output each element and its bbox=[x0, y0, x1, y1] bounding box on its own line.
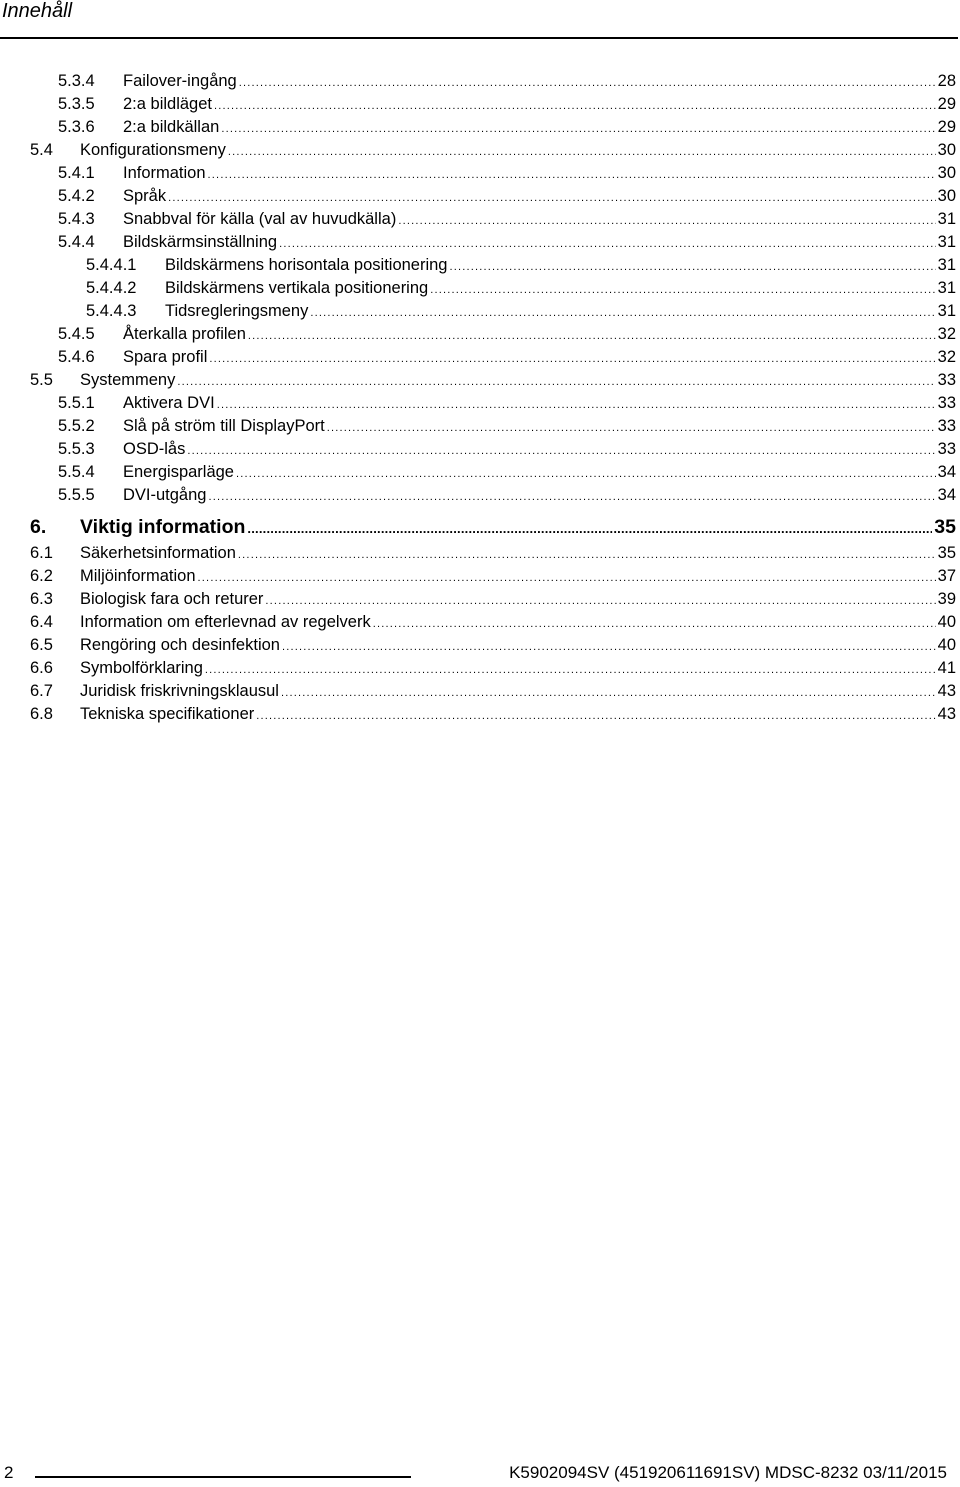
toc-entry-title: 2:a bildkällan bbox=[123, 118, 220, 136]
toc-dot-leader bbox=[398, 210, 935, 232]
toc-entry-page: 30 bbox=[937, 141, 956, 159]
toc-entry-number: 5.4.3 bbox=[58, 210, 95, 228]
toc-entry-title: Information bbox=[123, 164, 206, 182]
toc-entry-number: 5.5 bbox=[30, 371, 53, 389]
toc-entry-title: Symbolförklaring bbox=[80, 659, 203, 677]
toc-entry-number: 5.5.3 bbox=[58, 440, 95, 458]
toc-entry-title: Rengöring och desinfektion bbox=[80, 636, 280, 654]
footer-document-id: K5902094SV (451920611691SV) MDSC-8232 03/11/2015 bbox=[509, 1463, 947, 1482]
toc-entry-title: Språk bbox=[123, 187, 167, 205]
toc-entry[interactable] bbox=[86, 254, 956, 276]
toc-entry[interactable] bbox=[30, 565, 956, 587]
toc-entry[interactable] bbox=[30, 588, 956, 610]
toc-entry-page: 31 bbox=[937, 302, 956, 320]
toc-entry-number: 5.4.5 bbox=[58, 325, 95, 343]
toc-chapter-entry[interactable] bbox=[30, 514, 956, 540]
toc-entry[interactable] bbox=[30, 634, 956, 656]
toc-entry-number: 5.3.4 bbox=[58, 72, 95, 90]
toc-entry-number: 6.4 bbox=[30, 613, 53, 631]
toc-dot-leader bbox=[168, 187, 936, 209]
toc-entry-title: Information om efterlevnad av regelverk bbox=[80, 613, 371, 631]
toc-entry-page: 31 bbox=[937, 256, 956, 274]
header-divider bbox=[0, 37, 958, 39]
toc-entry-number: 5.5.5 bbox=[58, 486, 95, 504]
toc-entry-page: 33 bbox=[937, 394, 956, 412]
toc-entry-page: 32 bbox=[937, 348, 956, 366]
toc-dot-leader bbox=[281, 682, 936, 704]
toc-entry-number: 5.4.4.3 bbox=[86, 302, 137, 320]
toc-dot-leader bbox=[198, 567, 936, 589]
toc-entry[interactable] bbox=[58, 461, 956, 483]
toc-entry-page: 37 bbox=[937, 567, 956, 585]
toc-entry[interactable] bbox=[58, 162, 956, 184]
toc-entry-title: Juridisk friskrivningsklausul bbox=[80, 682, 279, 700]
toc-entry-page: 43 bbox=[937, 705, 956, 723]
toc-dot-leader bbox=[248, 325, 936, 347]
toc-entry-number: 5.4.4.2 bbox=[86, 279, 137, 297]
toc-entry-page: 30 bbox=[937, 187, 956, 205]
toc-entry-title: Tekniska specifikationer bbox=[80, 705, 255, 723]
toc-dot-leader bbox=[265, 590, 935, 612]
toc-dot-leader bbox=[177, 371, 935, 393]
toc-entry-number: 5.4.1 bbox=[58, 164, 95, 182]
toc-entry-page: 41 bbox=[937, 659, 956, 677]
toc-entry-page: 35 bbox=[937, 544, 956, 562]
toc-entry-number: 6.2 bbox=[30, 567, 53, 585]
toc-entry-title: Tidsregleringsmeny bbox=[165, 302, 309, 320]
toc-entry[interactable] bbox=[30, 611, 956, 633]
toc-entry[interactable] bbox=[58, 185, 956, 207]
toc-dot-leader bbox=[449, 256, 935, 278]
toc-entry-number: 6.6 bbox=[30, 659, 53, 677]
toc-entry-title: Spara profil bbox=[123, 348, 208, 366]
toc-entry-page: 31 bbox=[937, 210, 956, 228]
toc-entry-page: 29 bbox=[937, 118, 956, 136]
toc-entry-title: Bildskärmens vertikala positionering bbox=[165, 279, 429, 297]
toc-entry[interactable] bbox=[58, 70, 956, 92]
toc-dot-leader bbox=[217, 394, 936, 416]
toc-entry-title: 2:a bildläget bbox=[123, 95, 212, 113]
toc-entry-page: 34 bbox=[937, 486, 956, 504]
toc-entry-title: Snabbval för källa (val av huvudkälla) bbox=[123, 210, 397, 228]
toc-dot-leader bbox=[205, 659, 936, 681]
toc-entry[interactable] bbox=[58, 323, 956, 345]
toc-entry-page: 32 bbox=[937, 325, 956, 343]
toc-entry-page: 33 bbox=[937, 417, 956, 435]
toc-entry-page: 34 bbox=[937, 463, 956, 481]
toc-entry-number: 6.5 bbox=[30, 636, 53, 654]
toc-entry-title: Aktivera DVI bbox=[123, 394, 215, 412]
toc-entry[interactable] bbox=[30, 680, 956, 702]
toc-entry-number: 5.4.4 bbox=[58, 233, 95, 251]
footer-page-number: 2 bbox=[4, 1463, 14, 1482]
toc-entry-number: 5.3.6 bbox=[58, 118, 95, 136]
toc-entry-number: 5.5.1 bbox=[58, 394, 95, 412]
footer-divider bbox=[35, 1476, 411, 1478]
toc-entry[interactable] bbox=[86, 277, 956, 299]
toc-dot-leader bbox=[236, 463, 936, 485]
toc-entry-number: 6.7 bbox=[30, 682, 53, 700]
toc-dot-leader bbox=[327, 417, 936, 439]
toc-entry-number: 5.4.2 bbox=[58, 187, 95, 205]
toc-entry-title: Säkerhetsinformation bbox=[80, 544, 236, 562]
toc-dot-leader bbox=[208, 486, 935, 508]
toc-entry[interactable] bbox=[86, 300, 956, 322]
toc-entry[interactable] bbox=[30, 542, 956, 564]
toc-entry-title: DVI-utgång bbox=[123, 486, 207, 504]
toc-dot-leader bbox=[238, 544, 936, 566]
toc-entry[interactable] bbox=[58, 116, 956, 138]
toc-entry-title: Bildskärmens horisontala positionering bbox=[165, 256, 448, 274]
toc-entry-title: Viktig information bbox=[80, 516, 246, 538]
toc-entry[interactable] bbox=[58, 346, 956, 368]
toc-entry-number: 6. bbox=[30, 516, 47, 538]
toc-entry-title: Återkalla profilen bbox=[123, 325, 246, 343]
toc-entry-number: 5.4 bbox=[30, 141, 53, 159]
toc-entry-number: 5.3.5 bbox=[58, 95, 95, 113]
toc-entry[interactable] bbox=[58, 484, 956, 506]
toc-dot-leader bbox=[279, 233, 936, 255]
toc-entry-title: Systemmeny bbox=[80, 371, 176, 389]
toc-entry-page: 31 bbox=[937, 279, 956, 297]
toc-dot-leader bbox=[208, 164, 936, 186]
page-header-title: Innehåll bbox=[2, 0, 73, 22]
toc-entry[interactable] bbox=[30, 369, 956, 391]
toc-dot-leader bbox=[214, 95, 936, 117]
toc-entry-page: 28 bbox=[937, 72, 956, 90]
toc-dot-leader bbox=[256, 705, 935, 727]
toc-entry-number: 6.3 bbox=[30, 590, 53, 608]
toc-dot-leader bbox=[239, 72, 936, 94]
toc-dot-leader bbox=[310, 302, 935, 324]
toc-entry-title: Slå på ström till DisplayPort bbox=[123, 417, 325, 435]
toc-entry[interactable] bbox=[58, 415, 956, 437]
toc-dot-leader bbox=[228, 141, 936, 163]
toc-entry-title: OSD-lås bbox=[123, 440, 186, 458]
toc-dot-leader bbox=[373, 613, 936, 635]
toc-entry-page: 43 bbox=[937, 682, 956, 700]
toc-entry-title: Konfigurationsmeny bbox=[80, 141, 226, 159]
toc-entry-title: Miljöinformation bbox=[80, 567, 196, 585]
toc-entry-number: 5.4.6 bbox=[58, 348, 95, 366]
toc-entry[interactable] bbox=[30, 139, 956, 161]
toc-entry-page: 40 bbox=[937, 613, 956, 631]
toc-entry-number: 5.4.4.1 bbox=[86, 256, 137, 274]
toc-dot-leader bbox=[247, 516, 932, 542]
toc-entry-page: 33 bbox=[937, 440, 956, 458]
toc-entry-page: 40 bbox=[937, 636, 956, 654]
toc-entry[interactable] bbox=[58, 438, 956, 460]
toc-dot-leader bbox=[187, 440, 935, 462]
toc-entry[interactable] bbox=[30, 703, 956, 725]
toc-entry[interactable] bbox=[58, 208, 956, 230]
toc-entry[interactable] bbox=[58, 93, 956, 115]
toc-dot-leader bbox=[221, 118, 935, 140]
toc-entry-title: Bildskärmsinställning bbox=[123, 233, 278, 251]
toc-entry-number: 6.8 bbox=[30, 705, 53, 723]
toc-entry-page: 35 bbox=[934, 516, 956, 538]
toc-entry-page: 39 bbox=[937, 590, 956, 608]
toc-entry-number: 5.5.2 bbox=[58, 417, 95, 435]
toc-entry-number: 6.1 bbox=[30, 544, 53, 562]
toc-entry[interactable] bbox=[30, 657, 956, 679]
toc-entry-title: Failover-ingång bbox=[123, 72, 237, 90]
toc-dot-leader bbox=[282, 636, 936, 658]
toc-entry[interactable] bbox=[58, 392, 956, 414]
toc-entry-page: 31 bbox=[937, 233, 956, 251]
toc-dot-leader bbox=[209, 348, 935, 370]
toc-entry-title: Energisparläge bbox=[123, 463, 234, 481]
toc-entry-number: 5.5.4 bbox=[58, 463, 95, 481]
toc-entry-title: Biologisk fara och returer bbox=[80, 590, 264, 608]
toc-entry-page: 33 bbox=[937, 371, 956, 389]
toc-entry-page: 29 bbox=[937, 95, 956, 113]
toc-entry-page: 30 bbox=[937, 164, 956, 182]
toc-entry[interactable] bbox=[58, 231, 956, 253]
toc-dot-leader bbox=[430, 279, 935, 301]
